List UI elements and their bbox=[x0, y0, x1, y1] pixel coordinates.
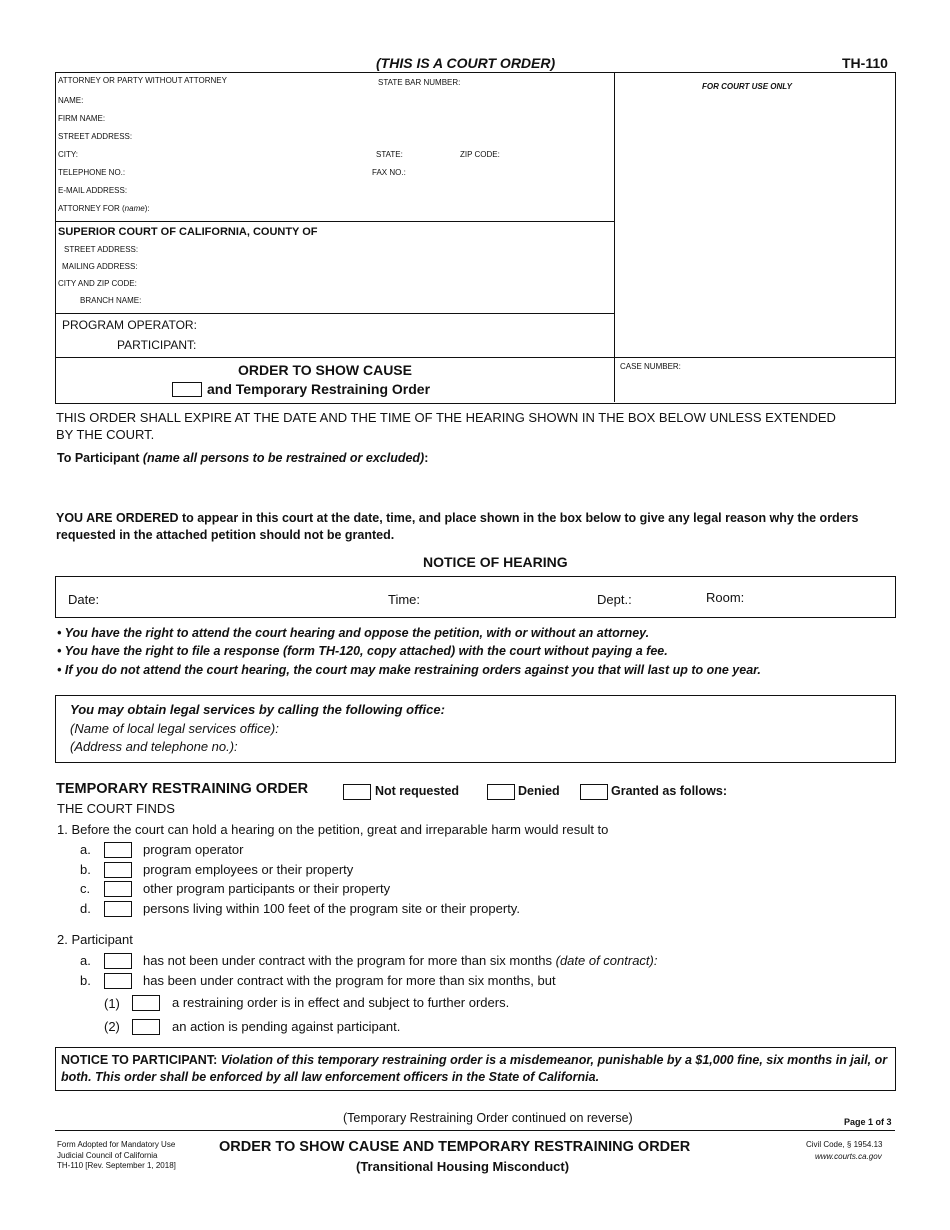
court-use-only-label: FOR COURT USE ONLY bbox=[702, 82, 792, 91]
not-requested-label: Not requested bbox=[375, 784, 460, 798]
superior-court-title: SUPERIOR COURT OF CALIFORNIA, COUNTY OF bbox=[58, 226, 318, 238]
persons-nearby-checkbox[interactable] bbox=[104, 901, 132, 917]
court-finds: THE COURT FINDS bbox=[57, 801, 175, 816]
item-1: 1. Before the court can hold a hearing on the petition, great and irreparable harm would result to bbox=[57, 822, 609, 837]
expire-notice: THIS ORDER SHALL EXPIRE AT THE DATE AND THE TIME OF THE HEARING SHOWN IN THE BOX BELOW UNLESS EXTENDED BY THE COURT. bbox=[56, 410, 836, 442]
legal-services-title: You may obtain legal services by calling the following office: bbox=[70, 702, 445, 717]
fax-label: FAX NO.: bbox=[372, 168, 406, 177]
granted-label: Granted as follows: bbox=[611, 784, 727, 798]
denied-label: Denied bbox=[518, 784, 560, 798]
option-letter: a. bbox=[80, 842, 91, 857]
notice-participant-text: NOTICE TO PARTICIPANT: Violation of this temporary restraining order is a misdemeanor, punishable by a $1,000 fine, six months in jail, or both. This order shall be enforced by all law enforcement officers in the State of California. bbox=[61, 1053, 888, 1084]
program-employees-checkbox[interactable] bbox=[104, 862, 132, 878]
notice-of-hearing-title: NOTICE OF HEARING bbox=[423, 554, 568, 570]
footer-title: ORDER TO SHOW CAUSE AND TEMPORARY RESTRAINING ORDER bbox=[219, 1139, 691, 1155]
option-text: has been under contract with the program for more than six months, but bbox=[143, 973, 556, 988]
street-address-label: STREET ADDRESS: bbox=[58, 132, 133, 141]
action-pending-checkbox[interactable] bbox=[132, 1019, 160, 1035]
option-text: persons living within 100 feet of the program site or their property. bbox=[143, 901, 520, 916]
state-bar-number-label: STATE BAR NUMBER: bbox=[378, 78, 461, 87]
option-text: other program participants or their property bbox=[143, 881, 391, 896]
case-number-label: CASE NUMBER: bbox=[620, 362, 681, 371]
website: www.courts.ca.gov bbox=[815, 1152, 882, 1161]
telephone-label: TELEPHONE NO.: bbox=[58, 168, 126, 177]
denied-checkbox[interactable] bbox=[487, 784, 515, 800]
footer-subtitle: (Transitional Housing Misconduct) bbox=[356, 1159, 570, 1174]
sub-text: an action is pending against participant. bbox=[172, 1019, 401, 1034]
participant-label: PARTICIPANT: bbox=[117, 338, 197, 352]
program-operator-label: PROGRAM OPERATOR: bbox=[62, 318, 197, 332]
court-street-address-label: STREET ADDRESS: bbox=[64, 245, 139, 254]
court-order-banner: (THIS IS A COURT ORDER) bbox=[376, 55, 556, 71]
mailing-address-label: MAILING ADDRESS: bbox=[62, 262, 138, 271]
item-2: 2. Participant bbox=[57, 932, 133, 947]
ordered-text: YOU ARE ORDERED to appear in this court at the date, time, and place shown in the box below to give any legal reason why the orders requested in the attached petition should not be granted. bbox=[56, 511, 859, 542]
right-item: • You have the right to attend the court hearing and oppose the petition, with or without an attorney. bbox=[57, 626, 650, 640]
order-subtitle: and Temporary Restraining Order bbox=[207, 381, 431, 397]
option-letter: d. bbox=[80, 901, 91, 916]
hearing-box bbox=[55, 576, 896, 618]
option-letter: c. bbox=[80, 881, 91, 896]
caption-box bbox=[55, 72, 896, 404]
hearing-dept-label: Dept.: bbox=[597, 592, 632, 607]
attorney-for-label: ATTORNEY FOR (name): bbox=[58, 204, 150, 213]
name-label: NAME: bbox=[58, 96, 84, 105]
option-letter: b. bbox=[80, 862, 91, 877]
other-participants-checkbox[interactable] bbox=[104, 881, 132, 897]
tro-title: TEMPORARY RESTRAINING ORDER bbox=[56, 781, 309, 797]
option-text: program employees or their property bbox=[143, 862, 354, 877]
not-requested-checkbox[interactable] bbox=[343, 784, 371, 800]
under-contract-checkbox[interactable] bbox=[104, 973, 132, 989]
email-label: E-MAIL ADDRESS: bbox=[58, 186, 128, 195]
state-label: STATE: bbox=[376, 150, 403, 159]
branch-name-label: BRANCH NAME: bbox=[80, 296, 142, 305]
form-adopted: Form Adopted for Mandatory Use Judicial Council of California TH-110 [Rev. September 1, 2018] bbox=[57, 1140, 176, 1170]
order-title: ORDER TO SHOW CAUSE bbox=[238, 362, 412, 378]
to-participant: To Participant (name all persons to be restrained or excluded): bbox=[57, 451, 429, 465]
legal-address-label: (Address and telephone no.): bbox=[70, 739, 238, 754]
hearing-date-label: Date: bbox=[68, 592, 100, 607]
option-letter: a. bbox=[80, 953, 91, 968]
option-text: has not been under contract with the program for more than six months (date of contract): bbox=[143, 953, 658, 968]
hearing-time-label: Time: bbox=[388, 592, 421, 607]
sub-text: a restraining order is in effect and subject to further orders. bbox=[172, 995, 510, 1010]
zip-code-label: ZIP CODE: bbox=[460, 150, 500, 159]
restraining-order-checkbox[interactable] bbox=[132, 995, 160, 1011]
sub-num: (2) bbox=[104, 1019, 120, 1034]
firm-name-label: FIRM NAME: bbox=[58, 114, 106, 123]
continued-note: (Temporary Restraining Order continued on reverse) bbox=[343, 1111, 633, 1125]
city-label: CITY: bbox=[58, 150, 79, 159]
not-under-contract-checkbox[interactable] bbox=[104, 953, 132, 969]
hearing-room-label: Room: bbox=[706, 590, 745, 605]
right-item: • If you do not attend the court hearing, the court may make restraining orders against you that will last up to one year. bbox=[57, 663, 761, 677]
attorney-or-party-label: ATTORNEY OR PARTY WITHOUT ATTORNEY bbox=[58, 76, 227, 85]
page-number: Page 1 of 3 bbox=[844, 1117, 892, 1127]
option-letter: b. bbox=[80, 973, 91, 988]
sub-num: (1) bbox=[104, 996, 120, 1011]
civil-code: Civil Code, § 1954.13 bbox=[806, 1140, 883, 1149]
city-zip-label: CITY AND ZIP CODE: bbox=[58, 279, 137, 288]
granted-checkbox[interactable] bbox=[580, 784, 608, 800]
right-item: • You have the right to file a response (form TH-120, copy attached) with the court without paying a fee. bbox=[57, 644, 668, 658]
legal-office-label: (Name of local legal services office): bbox=[70, 721, 279, 736]
program-operator-checkbox[interactable] bbox=[104, 842, 132, 858]
tro-checkbox[interactable] bbox=[172, 382, 202, 397]
form-id: TH-110 bbox=[842, 55, 888, 71]
option-text: program operator bbox=[143, 842, 244, 857]
